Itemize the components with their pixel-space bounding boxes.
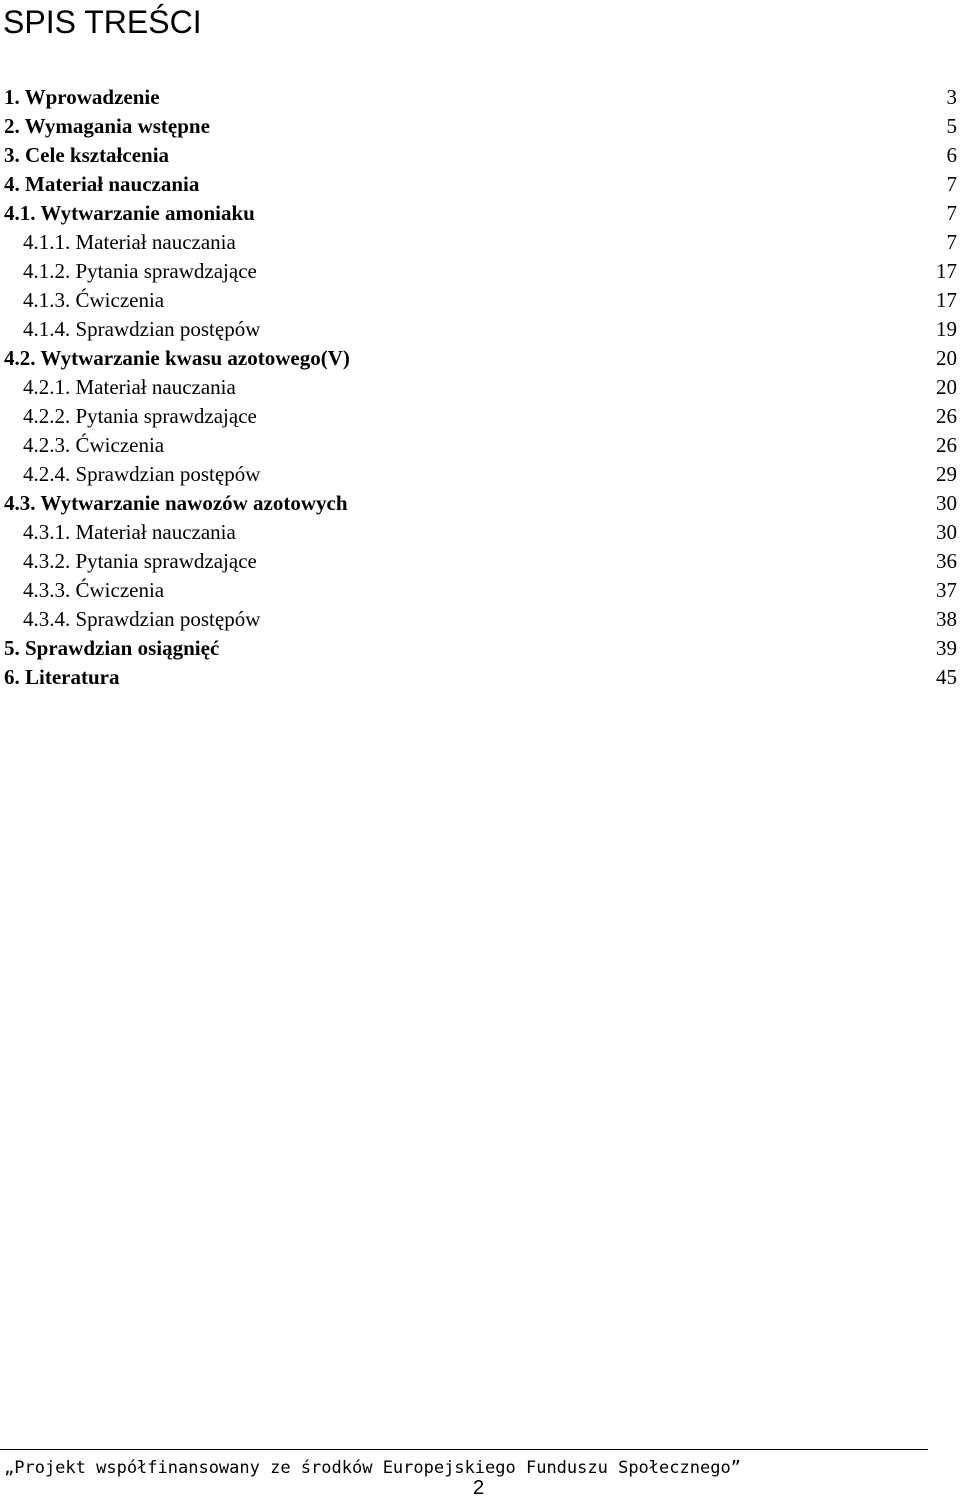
toc-entry[interactable] (0, 141, 960, 170)
toc-entry[interactable] (0, 518, 960, 547)
toc-entry[interactable] (0, 170, 960, 199)
toc-entry-page: 36 (936, 549, 957, 573)
toc-entry-label: 4.3.1. Materiał nauczania (23, 520, 236, 544)
toc-entry[interactable] (0, 373, 960, 402)
toc-entry-page: 17 (936, 259, 957, 283)
toc-entry-page: 17 (936, 288, 957, 312)
toc-entry-label: 4.2.3. Ćwiczenia (23, 433, 165, 457)
footer-divider (0, 1449, 928, 1450)
toc-entry-page: 39 (936, 636, 957, 660)
toc-entry-page: 26 (936, 433, 957, 457)
toc-entry-page: 7 (946, 230, 957, 254)
page-number: 2 (473, 1477, 485, 1499)
toc-entry-page: 7 (946, 172, 957, 196)
toc-entry[interactable] (0, 489, 960, 518)
toc-entry-page: 20 (936, 375, 957, 399)
toc-entry-label: 4.3.2. Pytania sprawdzające (23, 549, 257, 573)
toc-entry-label: 3. Cele kształcenia (4, 143, 170, 167)
toc-entry-label: 4.2.2. Pytania sprawdzające (23, 404, 257, 428)
toc-entry[interactable] (0, 199, 960, 228)
toc-entry-label: 4.1.2. Pytania sprawdzające (23, 259, 257, 283)
toc-entry-label: 4.3.4. Sprawdzian postępów (23, 607, 261, 631)
toc-entry[interactable] (0, 634, 960, 663)
toc-entry[interactable] (0, 547, 960, 576)
toc-entry-label: 2. Wymagania wstępne (4, 114, 210, 138)
toc-entry-label: 4.2.4. Sprawdzian postępów (23, 462, 261, 486)
toc-entry-page: 3 (946, 85, 957, 109)
toc-entry[interactable] (0, 576, 960, 605)
toc-entry-page: 19 (936, 317, 957, 341)
toc-entry-label: 4.1.4. Sprawdzian postępów (23, 317, 261, 341)
toc-entry-label: 4. Materiał nauczania (4, 172, 200, 196)
toc-entry-page: 30 (936, 520, 957, 544)
toc-entry-label: 4.2.1. Materiał nauczania (23, 375, 236, 399)
toc-entry-page: 29 (936, 462, 957, 486)
toc-entry[interactable] (0, 460, 960, 489)
toc-entry[interactable] (0, 605, 960, 634)
toc-entry-page: 38 (936, 607, 957, 631)
toc-entry-label: 4.3. Wytwarzanie nawozów azotowych (4, 491, 348, 515)
toc-entry-page: 26 (936, 404, 957, 428)
toc-entry-page: 20 (936, 346, 957, 370)
toc-entry-label: 5. Sprawdzian osiągnięć (4, 636, 220, 660)
toc-entry-label: 6. Literatura (4, 665, 120, 689)
toc-entry[interactable] (0, 286, 960, 315)
toc-entry[interactable] (0, 257, 960, 286)
toc-entry-page: 5 (946, 114, 957, 138)
footer-project-note: „Projekt współfinansowany ze środków Europejskiego Funduszu Społecznego” (4, 1458, 741, 1478)
toc-entry-page: 6 (946, 143, 957, 167)
toc-entry-page: 7 (946, 201, 957, 225)
table-of-contents (0, 83, 960, 692)
toc-entry-label: 4.1. Wytwarzanie amoniaku (4, 201, 255, 225)
toc-entry-label: 1. Wprowadzenie (4, 85, 160, 109)
toc-entry[interactable] (0, 344, 960, 373)
toc-entry-label: 4.1.1. Materiał nauczania (23, 230, 236, 254)
toc-entry[interactable] (0, 663, 960, 692)
page-title: SPIS TREŚCI (3, 4, 202, 40)
toc-entry[interactable] (0, 83, 960, 112)
toc-entry-page: 45 (936, 665, 957, 689)
toc-entry-label: 4.2. Wytwarzanie kwasu azotowego(V) (4, 346, 350, 370)
toc-entry[interactable] (0, 315, 960, 344)
toc-entry[interactable] (0, 402, 960, 431)
toc-entry[interactable] (0, 431, 960, 460)
toc-entry-page: 37 (936, 578, 957, 602)
toc-entry-label: 4.3.3. Ćwiczenia (23, 578, 165, 602)
toc-entry-page: 30 (936, 491, 957, 515)
toc-entry[interactable] (0, 112, 960, 141)
toc-entry-label: 4.1.3. Ćwiczenia (23, 288, 165, 312)
toc-entry[interactable] (0, 228, 960, 257)
